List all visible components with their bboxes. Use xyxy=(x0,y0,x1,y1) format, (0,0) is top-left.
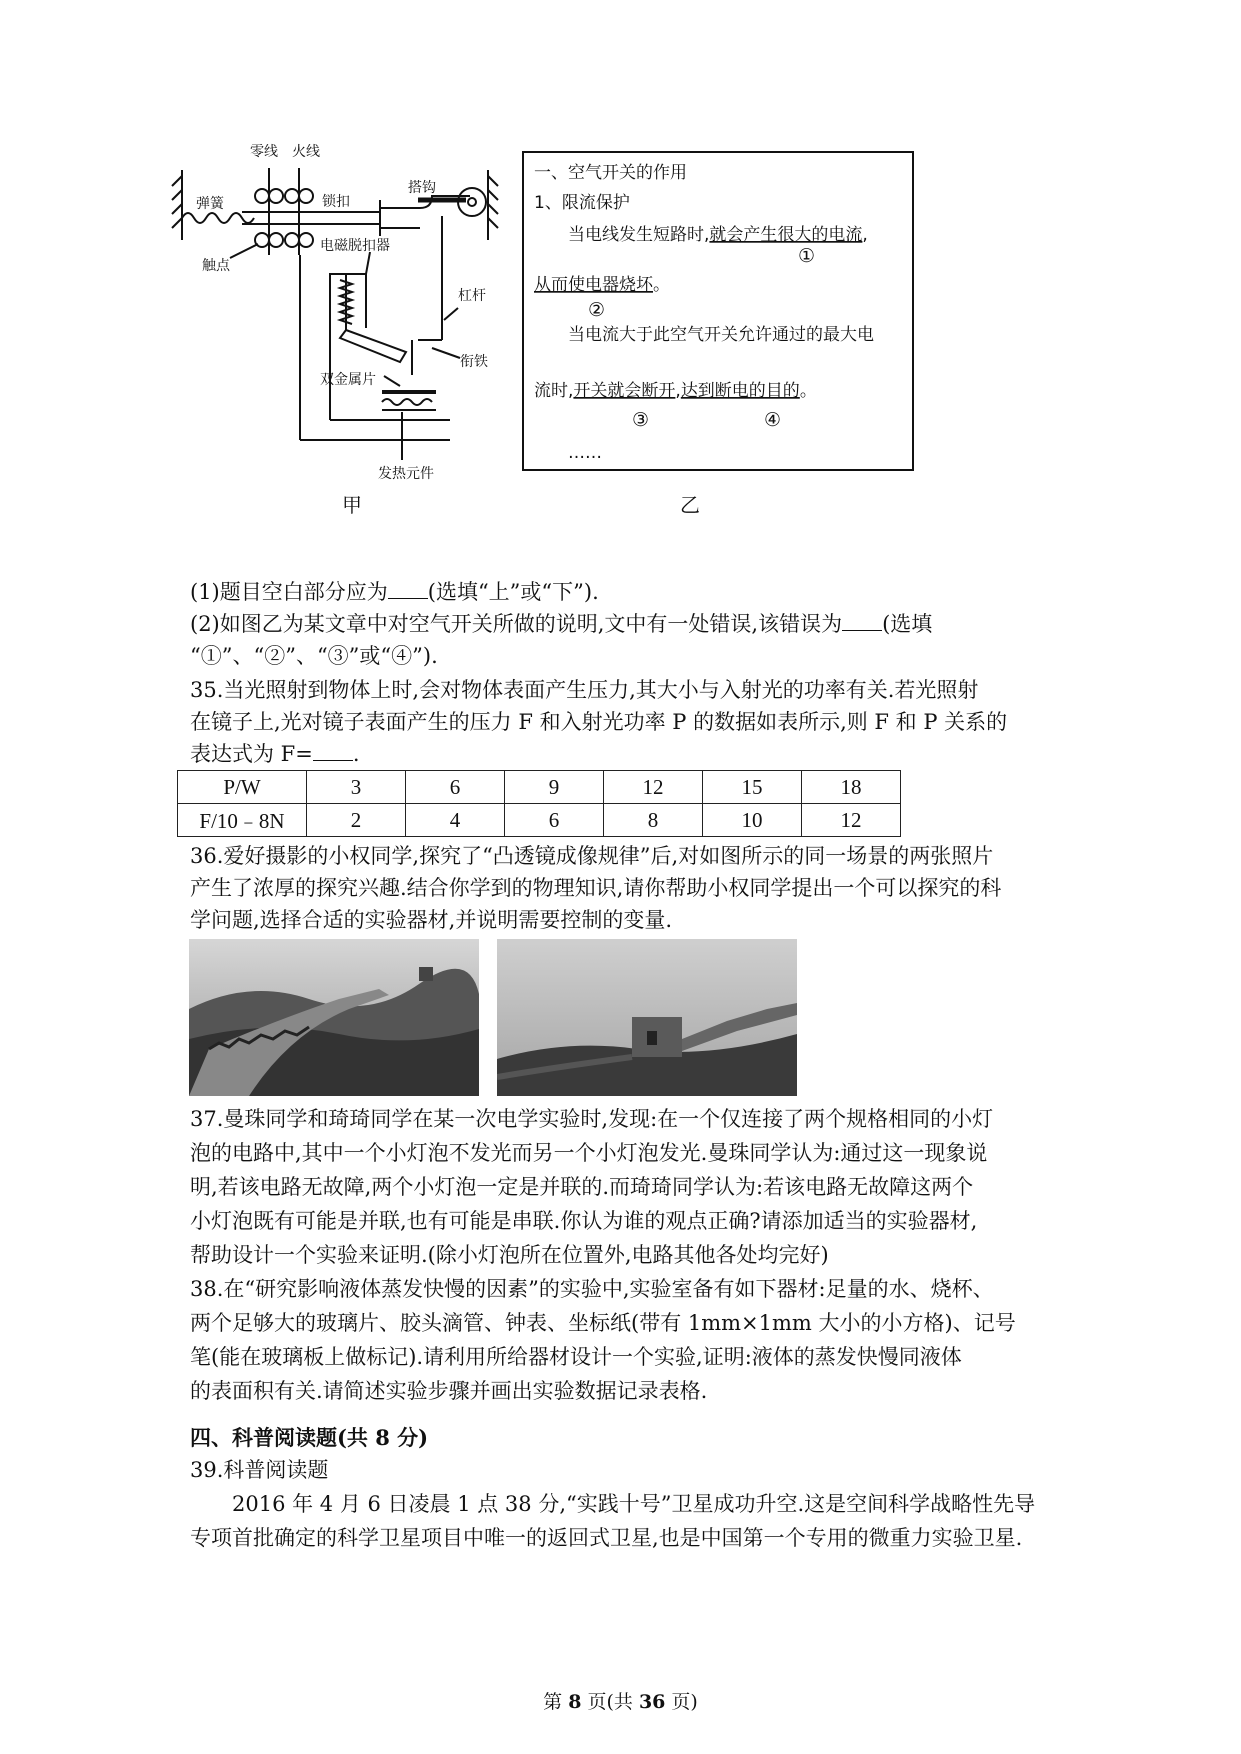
q39-line2: 专项首批确定的科学卫星项目中唯一的返回式卫星,也是中国第一个专用的微重力实验卫星. xyxy=(190,1526,1023,1550)
page-number: 8 xyxy=(568,1691,582,1713)
q38-line1: 38.在“研究影响液体蒸发快慢的因素”的实验中,实验室备有如下器材:足量的水、烧杯、 xyxy=(190,1277,994,1301)
page-footer: 第 8 页(共 36 页) xyxy=(543,1691,698,1713)
table-row xyxy=(178,771,901,804)
table-cell: 18 xyxy=(802,771,901,804)
yi-line4-underlined-2: 达到断电的目的 xyxy=(680,381,800,401)
yi-line4-underlined-1: 开关就会断开 xyxy=(573,381,676,401)
q39-title: 39.科普阅读题 xyxy=(190,1458,329,1482)
table-cell: 8 xyxy=(604,804,703,837)
q35-line3 xyxy=(190,738,1070,770)
q36-line3: 学问题,选择合适的实验器材,并说明需要控制的变量. xyxy=(190,908,673,932)
q38-line4: 的表面积有关.请简述实验步骤并画出实验数据记录表格. xyxy=(190,1379,708,1403)
q38-line3: 笔(能在玻璃板上做标记).请利用所给器材设计一个实验,证明:液体的蒸发快慢同液体 xyxy=(190,1345,962,1369)
svg-text:从而使电器烧坏。 xyxy=(534,275,670,295)
table-row xyxy=(178,804,901,837)
label-contact: 触点 xyxy=(202,258,230,274)
section-title: 四、科普阅读题(共 8 分) xyxy=(190,1425,429,1450)
label-hook: 搭钩 xyxy=(408,180,436,196)
label-live-wire: 火线 xyxy=(292,144,320,160)
yi-mark-2: ② xyxy=(588,299,606,321)
q35-line1: 35.当光照射到物体上时,会对物体表面产生压力,其大小与入射光的功率有关.若光照射 xyxy=(190,678,979,702)
label-armature: 衔铁 xyxy=(460,354,488,370)
yi-line4-b: , xyxy=(675,381,681,401)
svg-text:当电线发生短路时,就会产生很大的电流, xyxy=(568,225,868,245)
q36-line2: 产生了浓厚的探究兴趣.结合你学到的物理知识,请你帮助小权同学提出一个可以探究的科 xyxy=(190,876,1002,900)
table-cell: 12 xyxy=(802,804,901,837)
yi-line2-underlined: 从而使电器烧坏 xyxy=(534,275,653,295)
q35-expression-label: 表达式为 F= xyxy=(190,742,313,766)
q39-line1: 2016 年 4 月 6 日凌晨 1 点 38 分,“实践十号”卫星成功升空.这是空间科学战略性先导 xyxy=(232,1492,1036,1516)
answer-blank xyxy=(313,740,353,761)
q37-line5: 帮助设计一个实验来证明.(除小灯泡所在位置外,电路其他各处均完好) xyxy=(190,1243,829,1267)
answer-blank xyxy=(388,578,428,599)
q37-line4: 小灯泡既有可能是并联,也有可能是串联.你认为谁的观点正确?请添加适当的实验器材, xyxy=(190,1209,978,1233)
label-lever: 杠杆 xyxy=(458,288,486,304)
yi-line1-underlined: 就会产生很大的电流 xyxy=(709,225,863,245)
answer-blank xyxy=(842,610,882,631)
q37-line2: 泡的电路中,其中一个小灯泡不发光而另一个小灯泡发光.曼珠同学认为:通过这一现象说 xyxy=(190,1141,988,1165)
q34-sub2 xyxy=(190,608,1070,640)
table-cell: 12 xyxy=(604,771,703,804)
q38-line2: 两个足够大的玻璃片、胶头滴管、钟表、坐标纸(带有 1mm×1mm 大小的小方格)、记号 xyxy=(190,1311,1016,1335)
q37 xyxy=(190,1102,1070,1272)
photo-great-wall-1 xyxy=(189,939,479,1096)
yi-mark-3: ③ xyxy=(632,409,650,431)
table-cell: 15 xyxy=(703,771,802,804)
label-spring: 弹簧 xyxy=(196,196,224,212)
label-heater: 发热元件 xyxy=(378,466,434,482)
yi-line4-end: 。 xyxy=(799,381,817,401)
q38 xyxy=(190,1272,1070,1408)
page-total: 36 xyxy=(638,1691,666,1713)
q34-sub2-cont: “①”、“②”、“③”或“④”). xyxy=(190,644,438,668)
caption-jia: 甲 xyxy=(342,493,362,517)
table-header-cell: P/W xyxy=(178,771,307,804)
q34-sub2-text: (2)如图乙为某文章中对空气开关所做的说明,文中有一处错误,该错误为 xyxy=(190,612,843,636)
q34-sub2-options: (选填 xyxy=(882,612,933,636)
yi-line3: 当电流大于此空气开关允许通过的最大电 xyxy=(568,325,874,345)
label-bimetal: 双金属片 xyxy=(320,372,376,388)
yi-line4-a: 流时, xyxy=(534,381,574,401)
figure-air-switch xyxy=(170,140,920,520)
yi-line1: 当电线发生短路时, xyxy=(568,225,710,245)
yi-line2-end: 。 xyxy=(653,275,670,295)
q34-sub1-options: (选填“上”或“下”). xyxy=(427,580,599,604)
yi-subheading: 1、限流保护 xyxy=(534,193,630,213)
table-header-cell: F/10﹣8N xyxy=(178,804,307,837)
svg-text:流时,开关就会断开,达到断电的目的。 xyxy=(534,381,817,401)
caption-yi: 乙 xyxy=(680,493,700,517)
table-cell: 4 xyxy=(406,804,505,837)
q35-period: . xyxy=(352,742,360,766)
q34-sub1-text: (1)题目空白部分应为 xyxy=(190,580,388,604)
table-cell: 9 xyxy=(505,771,604,804)
table-cell: 2 xyxy=(307,804,406,837)
yi-mark-4: ④ xyxy=(764,409,782,431)
q35-line2: 在镜子上,光对镜子表面产生的压力 F 和入射光功率 P 的数据如表所示,则 F 和 P 关系的 xyxy=(190,710,1008,734)
q34-sub1 xyxy=(190,576,1070,608)
yi-heading: 一、空气开关的作用 xyxy=(534,163,687,183)
yi-ellipsis: …… xyxy=(568,443,602,463)
q35-data-table xyxy=(177,770,901,837)
table-cell: 3 xyxy=(307,771,406,804)
q37-line3: 明,若该电路无故障,两个小灯泡一定是并联的.而琦琦同学认为:若该电路无故障这两个 xyxy=(190,1175,974,1199)
label-lock: 锁扣 xyxy=(322,194,350,210)
table-cell: 6 xyxy=(406,771,505,804)
label-em-release: 电磁脱扣器 xyxy=(320,238,390,254)
label-zero-wire: 零线 xyxy=(250,144,278,160)
table-cell: 10 xyxy=(703,804,802,837)
yi-mark-1: ① xyxy=(798,245,816,267)
q37-line1: 37.曼珠同学和琦琦同学在某一次电学实验时,发现:在一个仅连接了两个规格相同的小灯 xyxy=(190,1107,994,1131)
q36-line1: 36.爱好摄影的小权同学,探究了“凸透镜成像规律”后,对如图所示的同一场景的两张照片 xyxy=(190,844,994,868)
yi-line1-end: , xyxy=(862,225,868,245)
photo-great-wall-2 xyxy=(497,939,797,1096)
table-cell: 6 xyxy=(505,804,604,837)
